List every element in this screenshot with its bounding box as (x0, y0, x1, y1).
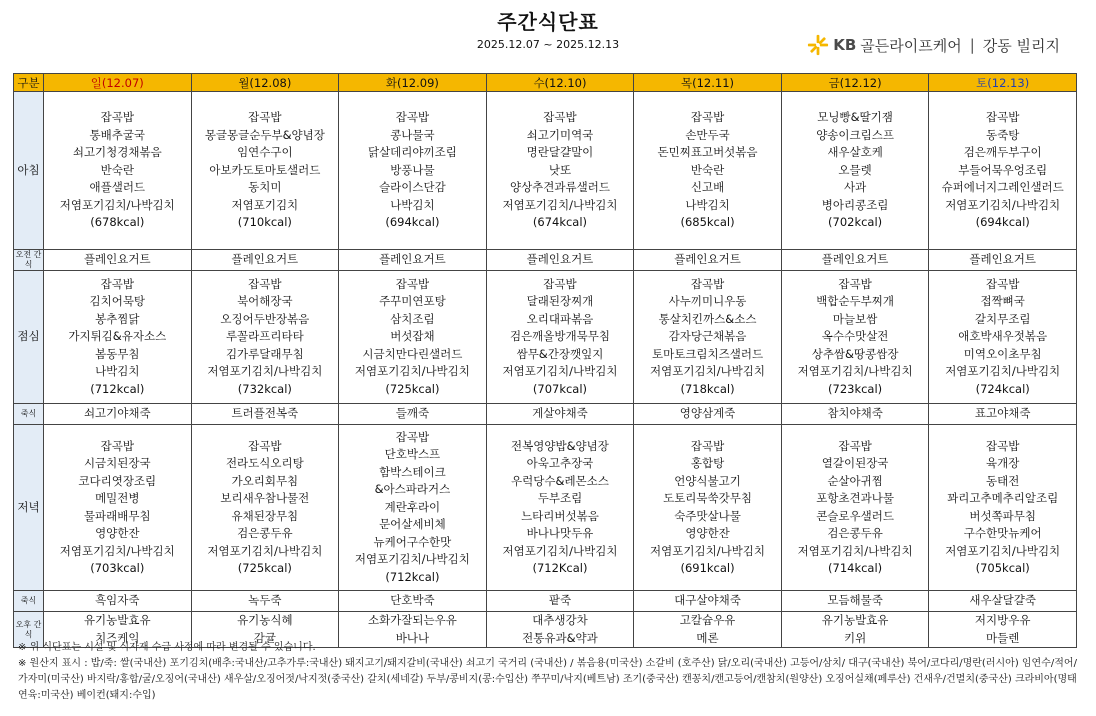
menu-item: 몽글몽글순두부&양념장 (204, 127, 325, 142)
menu-item: 저염포기김치/나박김치 (797, 543, 913, 558)
dinner-porridge-cell (191, 591, 339, 612)
menu-item: 미역오이초무침 (963, 346, 1042, 361)
menu-item: 꽈리고추메추리알조림 (947, 491, 1059, 505)
menu-item: 모듬해물죽 (827, 593, 883, 608)
menu-item: 전라도식오리탕 (225, 456, 304, 470)
menu-item: 오믈렛 (838, 162, 872, 177)
menu-item: 방풍나물 (390, 162, 435, 177)
lunch-porridge-cell (929, 404, 1077, 425)
day-header-thu: 목(12.11) (634, 74, 782, 92)
am-snack-cell (44, 250, 192, 271)
menu-item: 저염포기김치/나박김치 (354, 364, 470, 379)
breakfast-cell (486, 92, 634, 250)
menu-item: 동치미 (248, 180, 282, 195)
menu-item: 애호박새우젓볶음 (958, 329, 1048, 344)
menu-item: 메밀전병 (95, 491, 140, 505)
menu-item: 사과 (843, 180, 867, 195)
menu-item: (725kcal) (385, 381, 440, 396)
lunch-porridge-row (14, 404, 1077, 425)
menu-item: (694kcal) (975, 215, 1030, 230)
menu-item: 나박김치 (390, 197, 435, 212)
menu-item: 잡곡밥 (543, 110, 577, 125)
menu-item: 검은깨올방개묵무침 (509, 329, 610, 344)
page-header (0, 0, 1096, 70)
menu-item: 저염포기김치/나박김치 (59, 197, 175, 212)
menu-item: 낫또 (548, 162, 572, 177)
lunch-porridge-cell (781, 404, 929, 425)
menu-item: 양상추견과류샐러드 (509, 180, 610, 195)
menu-item: (691kcal) (680, 561, 735, 575)
menu-item: 아욱고추장국 (526, 456, 594, 470)
menu-item: 오징어두반장볶음 (220, 311, 310, 326)
dinner-porridge-cell (781, 591, 929, 612)
day-header-sun: 일(12.07) (44, 74, 192, 92)
lunch-cell (781, 271, 929, 404)
menu-item: 저염포기김치 (231, 197, 299, 212)
page-title: 주간식단표 (497, 10, 599, 34)
day-header-wed: 수(12.10) (486, 74, 634, 92)
menu-item: 감귤 (253, 630, 276, 645)
menu-item: 명란달걀말이 (526, 145, 594, 160)
am-snack-row (14, 250, 1077, 271)
menu-item: 유채된장무침 (231, 508, 299, 523)
menu-item: (712Kcal) (532, 561, 588, 575)
menu-item: 뉴케어구수한맛 (373, 534, 452, 549)
menu-item: 콘슬로우샐러드 (816, 508, 894, 523)
menu-item: 쇠고기미역국 (526, 127, 594, 142)
menu-item: 저염포기김치/나박김치 (354, 552, 470, 567)
menu-item: 잡곡밥 (100, 276, 134, 291)
menu-item: 바나나맛두유 (526, 526, 594, 540)
menu-item: 슬라이스단감 (379, 180, 446, 195)
menu-item: 물파래배무침 (83, 508, 151, 523)
menu-item: 나박김치 (95, 364, 140, 379)
menu-item: 들깨죽 (395, 406, 430, 421)
menu-item: 저염포기김치/나박김치 (502, 543, 618, 558)
menu-item: 김치어묵탕 (89, 294, 146, 309)
menu-item: 저염포기김치/나박김치 (59, 543, 175, 558)
brand-logo (807, 34, 1060, 56)
menu-item: 전복영양밥&양념장 (511, 438, 609, 453)
lunch-cell (634, 271, 782, 404)
menu-item: 참치야채죽 (827, 406, 883, 421)
lunch-porridge-cell (634, 404, 782, 425)
menu-item: 포항초견과나물 (816, 491, 894, 505)
am-snack-cell (191, 250, 339, 271)
menu-item: (732kcal) (237, 381, 292, 396)
menu-item: 잡곡밥 (395, 110, 430, 125)
menu-item: (723kcal) (828, 381, 883, 396)
menu-body (14, 92, 1077, 648)
menu-item: 동태전 (986, 473, 1020, 488)
lunch-cell (929, 271, 1077, 404)
dinner-cell (929, 425, 1077, 591)
weekly-menu-table (13, 73, 1077, 648)
dinner-label: 저녁 (14, 425, 44, 591)
menu-item: 저염포기김치/나박김치 (502, 197, 618, 212)
lunch-porridge-label: 죽식 (14, 404, 44, 425)
menu-item: 병아리콩조림 (821, 197, 889, 212)
menu-item: 반숙란 (100, 162, 134, 177)
menu-item: 잡곡밥 (986, 110, 1020, 125)
menu-item: 저염포기김치/나박김치 (945, 197, 1061, 212)
day-header-fri: 금(12.12) (781, 74, 929, 92)
menu-item: 루꼴라프리타타 (225, 329, 304, 344)
brand-site: 강동 빌리지 (982, 36, 1060, 55)
menu-item: 잡곡밥 (690, 110, 725, 125)
menu-item: 저염포기김치/나박김치 (207, 543, 323, 558)
menu-item: 영양한잔 (95, 526, 140, 540)
menu-item: (725kcal) (237, 561, 292, 575)
dinner-porridge-cell (486, 591, 634, 612)
menu-item: 게살야채죽 (532, 406, 588, 421)
menu-item: (707kcal) (532, 381, 588, 396)
menu-item: 잡곡밥 (838, 438, 872, 453)
brand-separator: | (969, 36, 975, 54)
menu-item: 감자당근채볶음 (668, 329, 747, 344)
menu-item: 돈민찌표고버섯볶음 (657, 145, 758, 160)
menu-item: 아보카도토마토샐러드 (209, 162, 321, 177)
menu-item: 닭살데리야끼조림 (367, 145, 457, 160)
menu-item: 임연수구이 (237, 145, 293, 160)
lunch-cell (44, 271, 192, 404)
dinner-cell (44, 425, 192, 591)
menu-item: 저염포기김치/나박김치 (207, 364, 323, 379)
menu-item: 가지튀김&유자소스 (68, 329, 167, 344)
am-snack-cell (781, 250, 929, 271)
menu-item: 쌈무&간장깻잎지 (516, 346, 604, 361)
menu-item: 저염포기김치/나박김치 (650, 543, 766, 558)
menu-item: 유기농발효유 (83, 613, 151, 627)
breakfast-cell (929, 92, 1077, 250)
menu-item: 잡곡밥 (690, 438, 725, 453)
menu-item: 대추생강차 (532, 613, 588, 627)
dinner-porridge-cell (929, 591, 1077, 612)
menu-item: (710kcal) (237, 215, 292, 230)
menu-item: 버섯쪽파무침 (969, 508, 1037, 523)
menu-item: 플레인요거트 (231, 252, 299, 267)
menu-item: 백합순두부찌개 (816, 294, 894, 309)
menu-item: 주꾸미연포탕 (379, 294, 446, 309)
menu-item: 대구살야채죽 (674, 593, 741, 608)
menu-item: 잡곡밥 (248, 110, 282, 125)
menu-item: 저염포기김치/나박김치 (945, 543, 1061, 558)
menu-item: 옥수수맛살전 (821, 329, 889, 344)
menu-item: 소화가잘되는우유 (367, 613, 457, 627)
am-snack-cell (486, 250, 634, 271)
menu-item: 유기농식혜 (237, 613, 293, 627)
menu-item: 사누끼미니우동 (668, 294, 747, 309)
menu-item: 열갈이된장국 (821, 456, 889, 470)
menu-item: 코다리엿장조림 (78, 473, 157, 488)
menu-item: 달래된장찌개 (526, 294, 594, 309)
menu-item: 느타리버섯볶음 (521, 508, 599, 523)
menu-item: 저염포기김치/나박김치 (797, 364, 913, 379)
menu-item: 저지방우유 (974, 613, 1031, 627)
menu-item: 플레인요거트 (969, 252, 1037, 267)
menu-item: 문어살세비체 (379, 517, 446, 532)
dinner-porridge-cell (634, 591, 782, 612)
menu-item: 구수한맛뉴케어 (963, 526, 1042, 540)
dinner-porridge-cell (44, 591, 192, 612)
menu-item: 손만두국 (685, 127, 730, 142)
dinner-cell (634, 425, 782, 591)
menu-item: 키위 (843, 630, 867, 645)
dinner-cell (191, 425, 339, 591)
menu-item: 통배추굴국 (89, 127, 146, 142)
menu-item: 상추쌈&땅콩쌈장 (811, 346, 899, 361)
dinner-porridge-cell (339, 591, 487, 612)
menu-item: 육개장 (986, 456, 1020, 470)
dinner-porridge-label: 죽식 (14, 591, 44, 612)
lunch-label: 점심 (14, 271, 44, 404)
menu-item: 저염포기김치/나박김치 (650, 364, 766, 379)
menu-item: 보리새우참나물전 (220, 491, 310, 505)
menu-item: 두부조림 (537, 491, 583, 505)
breakfast-cell (191, 92, 339, 250)
menu-item: 홍합탕 (690, 456, 725, 470)
menu-item: 단호박죽 (390, 593, 435, 608)
menu-item: (724kcal) (975, 381, 1030, 396)
menu-item: 양송이크림스프 (816, 127, 894, 142)
menu-item: 신고배 (690, 180, 725, 195)
breakfast-label: 아침 (14, 92, 44, 250)
menu-item: 오리대파볶음 (526, 311, 594, 326)
menu-item: 유기농발효유 (821, 613, 889, 627)
menu-item: 콩나물국 (390, 127, 435, 142)
am-snack-label: 오전 간식 (14, 250, 44, 271)
breakfast-cell (44, 92, 192, 250)
menu-item: 시금치만다린샐러드 (362, 346, 463, 361)
menu-item: 봉추찜닭 (95, 311, 140, 326)
menu-item: 단호박스프 (384, 447, 441, 462)
menu-item: (678kcal) (90, 215, 145, 230)
menu-item: 쇠고기야채죽 (83, 406, 151, 421)
menu-item: 슈퍼에너지그레인샐러드 (941, 180, 1064, 195)
menu-item: 잡곡밥 (395, 276, 430, 291)
notes (18, 640, 1078, 704)
menu-item: 북어해장국 (237, 294, 293, 309)
lunch-porridge-cell (339, 404, 487, 425)
lunch-cell (486, 271, 634, 404)
menu-item: (718kcal) (680, 381, 735, 396)
lunch-cell (339, 271, 487, 404)
menu-item: 녹두죽 (248, 593, 282, 608)
breakfast-cell (339, 92, 487, 250)
dinner-row (14, 425, 1077, 591)
menu-item: (703kcal) (90, 561, 145, 575)
menu-item: 반숙란 (690, 162, 725, 177)
menu-item: 마늘보쌈 (832, 311, 878, 326)
menu-item: (712kcal) (385, 569, 440, 584)
breakfast-row (14, 92, 1077, 250)
menu-item: (702kcal) (828, 215, 883, 230)
menu-item: 동죽탕 (986, 127, 1020, 142)
menu-item: 잡곡밥 (690, 276, 725, 291)
menu-item: 김가루달래무침 (225, 346, 304, 361)
menu-item: 잡곡밥 (248, 276, 282, 291)
menu-item: 잡곡밥 (395, 429, 430, 444)
lunch-cell (191, 271, 339, 404)
lunch-porridge-cell (191, 404, 339, 425)
menu-item: 나박김치 (685, 197, 730, 212)
menu-item: 영양삼계죽 (679, 406, 736, 421)
menu-item: 바나나 (395, 630, 430, 645)
menu-item: 언양식불고기 (674, 473, 741, 488)
brand-kb: KB (833, 36, 857, 54)
menu-item: 표고야채죽 (974, 406, 1031, 421)
lunch-porridge-cell (44, 404, 192, 425)
menu-item: 모닝빵&딸기잼 (817, 110, 893, 125)
menu-item: 시금치된장국 (83, 456, 151, 470)
menu-item: 검은콩두유 (827, 526, 883, 540)
menu-item: 고칼슘우유 (679, 613, 736, 627)
menu-item: 플레인요거트 (674, 252, 741, 267)
dinner-cell (781, 425, 929, 591)
menu-item: 봄동무침 (95, 346, 140, 361)
menu-item: 마들렌 (986, 630, 1020, 645)
menu-item: 숙주맛살나물 (674, 508, 741, 523)
day-header-row (14, 74, 1077, 92)
menu-item: 도토리묵쑥갓무침 (663, 491, 752, 505)
menu-item: (674kcal) (532, 215, 588, 230)
am-snack-cell (929, 250, 1077, 271)
menu-item: (712kcal) (90, 381, 145, 396)
menu-item: 흑임자죽 (95, 593, 140, 608)
menu-item: 잡곡밥 (543, 276, 577, 291)
menu-item: 검은깨두부구이 (963, 145, 1042, 160)
menu-item: 새우살달걀죽 (969, 593, 1037, 608)
dinner-cell (339, 425, 487, 591)
menu-item: 버섯잡채 (390, 329, 435, 344)
day-header-mon: 월(12.08) (191, 74, 339, 92)
day-header-tue: 화(12.09) (339, 74, 487, 92)
lunch-row (14, 271, 1077, 404)
menu-item: 잡곡밥 (248, 438, 282, 453)
date-range: 2025.12.07 ~ 2025.12.13 (476, 38, 620, 51)
menu-item: &아스파라거스 (374, 482, 451, 497)
menu-item: (705kcal) (975, 561, 1030, 575)
menu-item: 부들어묵우엉조림 (958, 162, 1048, 177)
am-snack-cell (634, 250, 782, 271)
menu-item: 함박스테이크 (379, 464, 446, 479)
menu-item: 플레인요거트 (821, 252, 889, 267)
kb-star-icon (807, 34, 829, 56)
note-origin: ※ 원산지 표시 : 밥/죽: 쌀(국내산) 포기김치(배추:국내산/고추가루:국내산) 돼지고기/돼지갈비(국내산) 쇠고기 국거리 (국내산) / 볶음용(미국산) 소갈비 (호주산) 닭/오리(국내산) 고등어/삼치/ 대구(국내산) 북어/코다리/명란(러시아) 임연수/적어/가자미(미국산) 바지락/홍합/굴/오징어(국내산) 새우살/오징어젓/낙지젓(중국산) 갈치(세네갈) 두부/콩비지(콩:수입산) 쭈꾸미/낙지(베트남) 조기(중국산) 캔꽁치/캔고등어/캔참치(원양산) 오징어실채(페루산) 건새우/건멸치(중국산) 크라비아(명태연육:미국산) 베이컨(돼지:수입) (18, 658, 1077, 701)
menu-item: 잡곡밥 (986, 276, 1020, 291)
menu-item: 잡곡밥 (100, 110, 134, 125)
menu-item: 새우살호케 (827, 145, 883, 160)
am-snack-cell (339, 250, 487, 271)
menu-item: 잡곡밥 (986, 438, 1020, 453)
menu-item: 토마토크림치즈샐러드 (651, 346, 764, 361)
breakfast-cell (634, 92, 782, 250)
menu-item: 접짝뼈국 (980, 294, 1025, 309)
menu-item: 팥죽 (548, 593, 572, 608)
dinner-cell (486, 425, 634, 591)
day-header-sat: 토(12.13) (929, 74, 1077, 92)
menu-item: 전통유과&약과 (522, 630, 598, 645)
note-change-notice: ※ 위 식단표는 시설 및 식자재 수급 사정에 따라 변경될 수 있습니다. (18, 642, 316, 653)
menu-item: (685kcal) (680, 215, 735, 230)
menu-item: 우럭당수&레몬소스 (511, 473, 609, 488)
lunch-porridge-cell (486, 404, 634, 425)
menu-item: 저염포기김치/나박김치 (945, 364, 1061, 379)
menu-item: 통살치킨까스&소스 (658, 311, 757, 326)
menu-item: 갈치무조림 (974, 311, 1031, 326)
menu-item: 플레인요거트 (83, 252, 151, 267)
menu-item: (694kcal) (385, 215, 440, 230)
menu-item: 계란후라이 (384, 499, 441, 514)
menu-item: 트러플전복죽 (231, 406, 299, 421)
menu-item: 삼치조림 (390, 311, 435, 326)
breakfast-cell (781, 92, 929, 250)
menu-item: 메론 (696, 630, 719, 645)
header-label: 구분 (14, 74, 44, 92)
brand-name: 골든라이프케어 (860, 36, 962, 55)
dinner-porridge-row (14, 591, 1077, 612)
menu-item: 검은콩두유 (237, 526, 293, 540)
menu-item: 치즈케익 (95, 630, 140, 645)
menu-item: 저염포기김치/나박김치 (502, 364, 618, 379)
menu-item: 잡곡밥 (838, 276, 872, 291)
menu-item: 플레인요거트 (526, 252, 594, 267)
pm-snack-label: 오후 간식 (14, 612, 44, 648)
menu-item: (714kcal) (828, 561, 883, 575)
menu-item: 가오리회무침 (231, 473, 299, 488)
menu-item: 플레인요거트 (379, 252, 446, 267)
menu-item: 애플샐러드 (89, 180, 146, 195)
menu-item: 영양한잔 (685, 526, 730, 540)
menu-item: 잡곡밥 (100, 438, 134, 453)
menu-item: 순살아귀찜 (827, 473, 883, 488)
menu-item: 쇠고기청경채볶음 (72, 145, 162, 160)
